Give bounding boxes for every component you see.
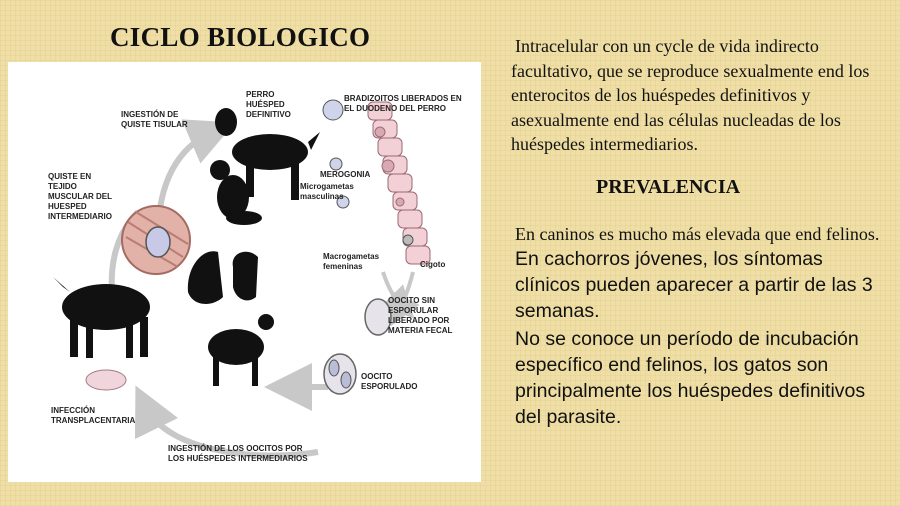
intro-paragraph: Intracelular con un cycle de vida indirecto facultativo, que se reproduce sexualmente end los enterocitos de los huéspedes definitivos y asexualmente end las células nucleadas de los huéspedes intermediarios. — [511, 36, 870, 154]
horse-head-silhouette — [188, 251, 223, 304]
label-macrogametas: Macrogametas femeninas — [323, 252, 380, 271]
bullet-item — [488, 246, 888, 324]
label-ingestion-quiste: INGESTIÓN DE QUISTE TISULAR — [121, 110, 188, 129]
goat-head-silhouette — [233, 252, 258, 301]
label-oocito-sin: OOCITO SIN ESPORULAR LIBERADO POR MATERIA FECAL — [388, 296, 453, 335]
label-microgametas: Microgametas masculinas — [300, 182, 354, 201]
zygote-cell — [403, 235, 413, 245]
bullet-item — [488, 326, 888, 430]
label-cigoto: Cigoto — [420, 260, 446, 269]
bullet-text: En cachorros jóvenes, los síntomas clínicos pueden aparecer a partir de las 3 semanas. — [515, 248, 873, 322]
prevalence-bullets — [488, 222, 888, 430]
bradyzoite-cyst — [323, 100, 343, 120]
label-oocito-esp: OOCITO ESPORULADO — [361, 372, 418, 391]
label-quiste-tejido: QUISTE EN TEJIDO MUSCULAR DEL HUESPED INTERMEDIARIO — [48, 172, 112, 221]
slide-title: CICLO BIOLOGICO — [110, 22, 371, 52]
label-perro: PERRO HUÉSPED DEFINITIVO — [246, 90, 291, 119]
bullet-text: En caninos es mucho más elevada que end felinos. — [515, 224, 880, 244]
sheep-silhouette — [208, 314, 274, 386]
placenta-icon — [86, 370, 126, 390]
muscle-tissue-cyst — [122, 206, 190, 274]
cow-silhouette — [53, 277, 150, 358]
label-infeccion: INFECCIÓN TRANSPLACENTARIA — [51, 406, 136, 425]
intestinal-cells — [368, 102, 430, 264]
oocyst-sporulated — [324, 354, 356, 394]
puppy-silhouette — [210, 160, 262, 225]
life-cycle-diagram — [8, 62, 481, 482]
bullet-item — [488, 222, 888, 246]
section-title-prevalencia: PREVALENCIA — [596, 176, 741, 198]
label-bradizoitos: BRADIZOITOS LIBERADOS EN EL DUODENO DEL PERRO — [344, 94, 462, 113]
label-merogonia: MEROGONIA — [320, 170, 371, 179]
merogonia-cell — [330, 158, 342, 170]
label-ingestion-oocitos: INGESTIÓN DE LOS OOCITOS POR LOS HUÉSPEDES INTERMEDIARIOS — [168, 444, 308, 463]
bullet-text: No se conoce un período de incubación específico end felinos, los gatos son principalmente los huéspedes definitivos del parasite. — [515, 328, 866, 428]
